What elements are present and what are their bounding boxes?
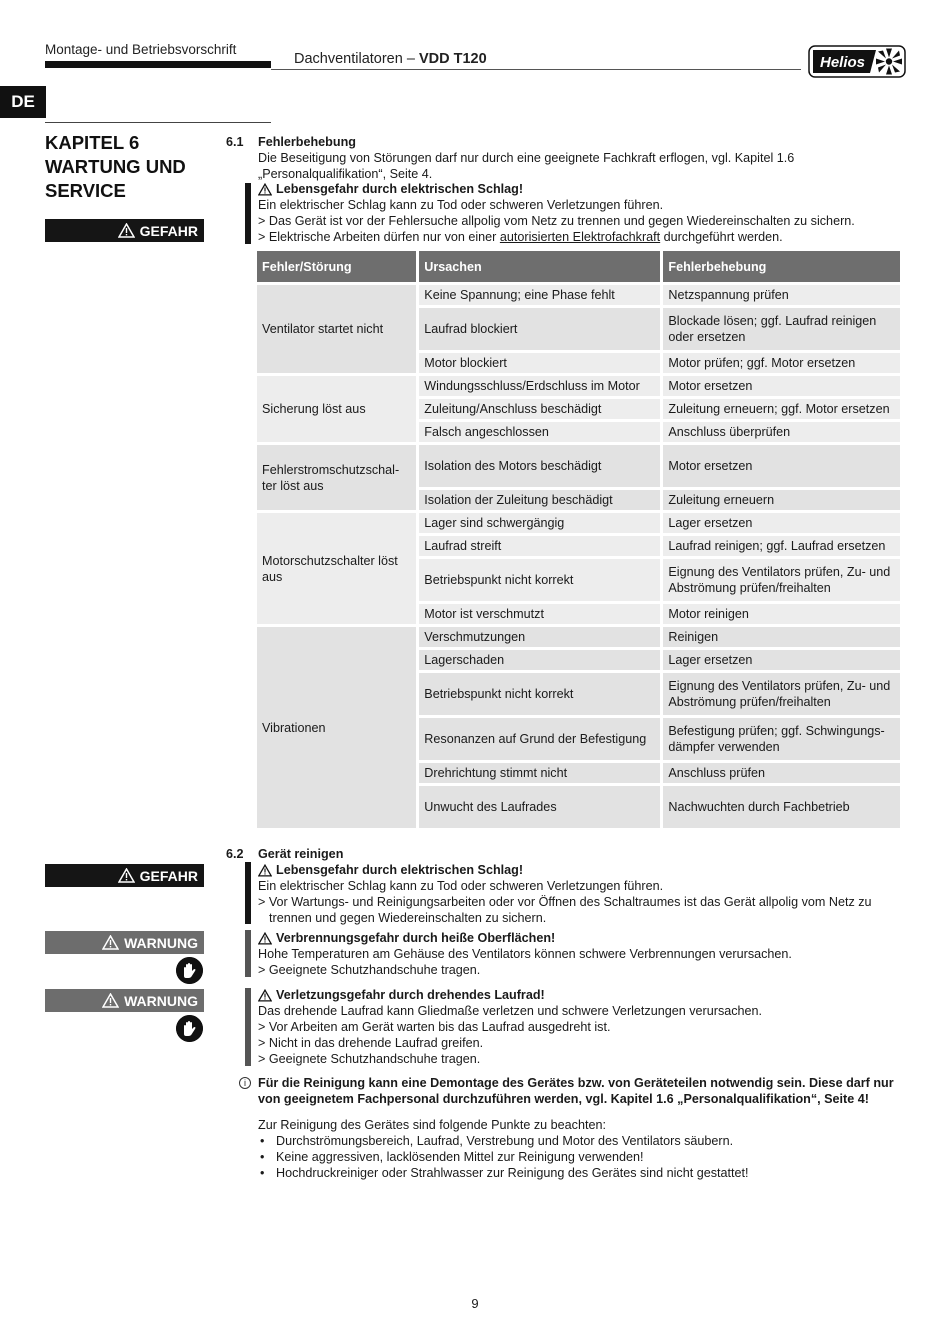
- column-header: Fehlerbehebung: [663, 251, 900, 282]
- list-intro: Zur Reinigung des Gerätes sind folgende Punkte zu beachten:: [258, 1118, 606, 1132]
- svg-text:Helios: Helios: [820, 54, 866, 71]
- table-row: [257, 627, 900, 647]
- remedy-cell: Zuleitung erneuern: [663, 490, 900, 510]
- column-header: Fehler/Störung: [257, 251, 416, 282]
- remedy-cell: Netzspannung prüfen: [663, 285, 900, 305]
- header-bar: [45, 61, 271, 68]
- danger-note: Lebensgefahr durch elektrischen Schlag! Ein elektrischer Schlag kann zu Tod oder schweren Verletzungen führen. > Das Gerät ist vor der Fehlersuche allpolig vom Netz zu trennen und gegen Wiedereinschalten zu sichern. > Elektrische Arbeiten dürfen nur von einer autorisierten Elektrofachkraft durchgeführt werden.: [258, 182, 855, 244]
- warning-triangle-icon: [258, 183, 272, 196]
- section-number: 6.2: [226, 847, 244, 861]
- fault-cell: Motorschutzschalter löst aus: [257, 513, 416, 624]
- list-item: • Hochdruckreiniger oder Strahlwasser zur Reinigung des Gerätes sind nicht gestattet!: [258, 1165, 906, 1181]
- cause-cell: Windungsschluss/Erdschluss im Motor: [419, 376, 660, 396]
- remedy-cell: Laufrad reinigen; ggf. Laufrad ersetzen: [663, 536, 900, 556]
- danger-badge: GEFAHR: [45, 864, 204, 887]
- list-item: • Durchströmungsbereich, Laufrad, Verstrebung und Motor des Ventilators säubern.: [258, 1133, 906, 1149]
- remedy-cell: Lager ersetzen: [663, 513, 900, 533]
- table-row: [257, 513, 900, 533]
- warning-triangle-icon: [258, 864, 272, 877]
- cause-cell: Falsch angeschlossen: [419, 422, 660, 442]
- fault-cell: Fehlerstromschutzschal-ter löst aus: [257, 445, 416, 510]
- remedy-cell: Zuleitung erneuern; ggf. Motor ersetzen: [663, 399, 900, 419]
- remedy-cell: Motor prüfen; ggf. Motor ersetzen: [663, 353, 900, 373]
- remedy-cell: Blockade lösen; ggf. Laufrad reinigen oder ersetzen: [663, 308, 900, 350]
- remedy-cell: Motor ersetzen: [663, 376, 900, 396]
- table-header-row: [257, 251, 900, 282]
- danger-bar: [245, 183, 251, 244]
- cause-cell: Resonanzen auf Grund der Befestigung: [419, 718, 660, 760]
- cause-cell: Lager sind schwergängig: [419, 513, 660, 533]
- remedy-cell: Nachwuchten durch Fachbetrieb: [663, 786, 900, 828]
- cause-cell: Keine Spannung; eine Phase fehlt: [419, 285, 660, 305]
- remedy-cell: Befestigung prüfen; ggf. Schwingungs-dämpfer verwenden: [663, 718, 900, 760]
- warning-triangle-icon: [258, 989, 272, 1002]
- warning-note: Verletzungsgefahr durch drehendes Laufrad! Das drehende Laufrad kann Gliedmaße verletzen und schwere Verletzungen verursachen. > Vor Arbeiten am Gerät warten bis das Laufrad ausgedreht ist. > Nicht in das drehende Laufrad greifen. > Geeignete Schutzhandschuhe tragen.: [258, 988, 763, 1066]
- remedy-cell: Lager ersetzen: [663, 650, 900, 670]
- remedy-cell: Motor ersetzen: [663, 445, 900, 487]
- warning-triangle-icon: [118, 868, 135, 883]
- gloves-required-icon: [176, 957, 203, 984]
- section-title: Gerät reinigen: [258, 847, 344, 861]
- remedy-cell: Eignung des Ventilators prüfen, Zu- und Abströmung prüfen/freihalten: [663, 559, 900, 601]
- cause-cell: Motor blockiert: [419, 353, 660, 373]
- troubleshooting-table: [254, 248, 903, 831]
- section-number: 6.1: [226, 135, 244, 149]
- chapter-rule: [45, 122, 271, 123]
- cause-cell: Zuleitung/Anschluss beschädigt: [419, 399, 660, 419]
- cause-cell: Unwucht des Laufrades: [419, 786, 660, 828]
- fault-cell: Sicherung löst aus: [257, 376, 416, 442]
- remedy-cell: Anschluss überprüfen: [663, 422, 900, 442]
- cause-cell: Motor ist verschmutzt: [419, 604, 660, 624]
- cause-cell: Isolation des Motors beschädigt: [419, 445, 660, 487]
- cause-cell: Lagerschaden: [419, 650, 660, 670]
- warning-triangle-icon: [102, 993, 119, 1008]
- page-number: 9: [471, 1296, 479, 1311]
- helios-logo: [808, 45, 906, 78]
- remedy-cell: Anschluss prüfen: [663, 763, 900, 783]
- remedy-cell: Reinigen: [663, 627, 900, 647]
- warning-badge: WARNUNG: [45, 989, 204, 1012]
- cause-cell: Isolation der Zuleitung beschädigt: [419, 490, 660, 510]
- remedy-cell: Eignung des Ventilators prüfen, Zu- und Abströmung prüfen/freihalten: [663, 673, 900, 715]
- warning-bar: [245, 930, 251, 977]
- cause-cell: Laufrad streift: [419, 536, 660, 556]
- cause-cell: Drehrichtung stimmt nicht: [419, 763, 660, 783]
- warning-triangle-icon: [118, 223, 135, 238]
- danger-badge: GEFAHR: [45, 219, 204, 242]
- remedy-cell: Motor reinigen: [663, 604, 900, 624]
- product-title: Dachventilatoren – VDD T120: [294, 51, 487, 67]
- cause-cell: Betriebspunkt nicht korrekt: [419, 559, 660, 601]
- danger-note: Lebensgefahr durch elektrischen Schlag! Ein elektrischer Schlag kann zu Tod oder schweren Verletzungen führen. > Vor Wartungs- und Reinigungsarbeiten oder vor Öffnen des Schaltraumes ist das Gerät allpolig vom Netz zu trennen und gegen Wiedereinschalten zu sichern.: [258, 863, 872, 925]
- warning-note: Verbrennungsgefahr durch heiße Oberflächen! Hohe Temperaturen am Gehäuse des Ventilators können schwere Verbrennungen verursachen. > Geeignete Schutzhandschuhe tragen.: [258, 931, 792, 977]
- gloves-required-icon: [176, 1015, 203, 1042]
- cleaning-list: [258, 1133, 906, 1181]
- cause-cell: Betriebspunkt nicht korrekt: [419, 673, 660, 715]
- warning-triangle-icon: [258, 932, 272, 945]
- chapter-title: KAPITEL 6 WARTUNG UND SERVICE: [45, 132, 186, 201]
- warning-triangle-icon: [102, 935, 119, 950]
- warning-badge: WARNUNG: [45, 931, 204, 954]
- table-row: [257, 285, 900, 305]
- table-row: [257, 376, 900, 396]
- list-item: • Keine aggressiven, lacklösenden Mittel zur Reinigung verwenden!: [258, 1149, 906, 1165]
- language-tab: DE: [0, 86, 46, 118]
- section-intro: Die Beseitigung von Störungen darf nur durch eine geeignete Fachkraft erflogen, vgl. Kapitel 1.6 „Personalqualifikation“, Seite 4.: [258, 151, 795, 181]
- cause-cell: Verschmutzungen: [419, 627, 660, 647]
- cause-cell: Laufrad blockiert: [419, 308, 660, 350]
- info-note: Für die Reinigung kann eine Demontage des Gerätes bzw. von Geräteteilen notwendig sein. Diese darf nur von geeignetem Fachpersonal durchzuführen werden, vgl. Kapitel 1.6 „Personalqualifikation“, Seite 4!: [258, 1076, 894, 1106]
- danger-bar: [245, 862, 251, 924]
- fault-cell: Vibrationen: [257, 627, 416, 828]
- column-header: Ursachen: [419, 251, 660, 282]
- table-row: [257, 445, 900, 487]
- header-rule: [271, 69, 801, 70]
- document-type: Montage- und Betriebsvorschrift: [45, 42, 237, 57]
- info-icon: i: [239, 1077, 251, 1089]
- fault-cell: Ventilator startet nicht: [257, 285, 416, 373]
- section-title: Fehlerbehebung: [258, 135, 356, 149]
- warning-bar: [245, 988, 251, 1066]
